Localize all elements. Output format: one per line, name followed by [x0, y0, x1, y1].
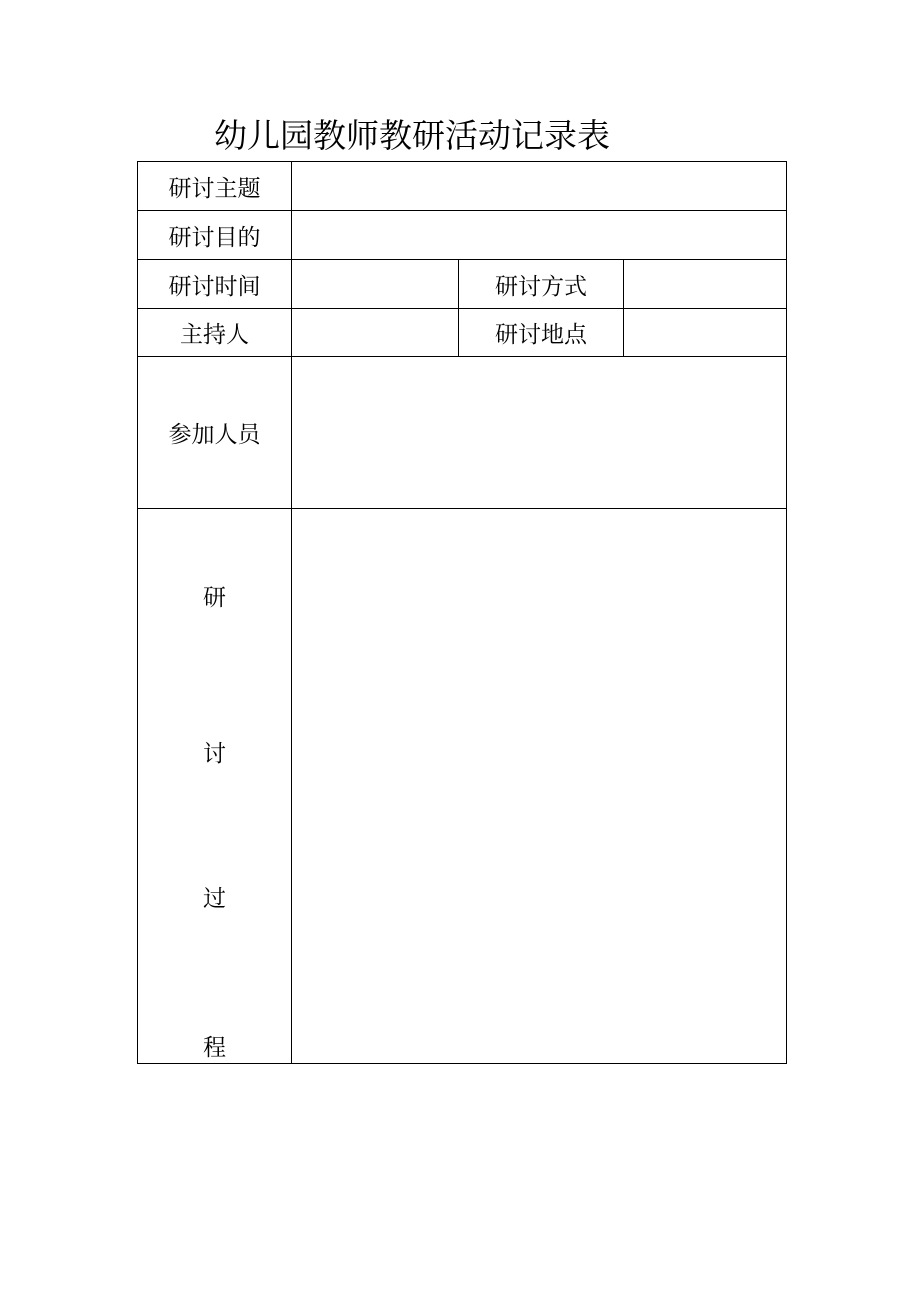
page-title: 幼儿园教师教研活动记录表	[214, 116, 610, 155]
process-label-char: 过	[203, 886, 226, 912]
process-label-char: 讨	[203, 741, 226, 767]
location-label: 研讨地点	[459, 309, 624, 357]
purpose-field[interactable]	[292, 211, 787, 260]
time-field[interactable]	[292, 260, 459, 309]
table-row	[138, 211, 787, 260]
host-label: 主持人	[138, 309, 292, 357]
table-row	[138, 509, 787, 1064]
participants-field[interactable]	[292, 357, 787, 509]
table-row	[138, 260, 787, 309]
topic-label: 研讨主题	[138, 162, 292, 211]
process-label-char: 程	[203, 1035, 226, 1061]
process-label-cell	[138, 509, 292, 1064]
time-label: 研讨时间	[138, 260, 292, 309]
table-row	[138, 309, 787, 357]
record-table	[137, 161, 787, 1064]
method-field[interactable]	[624, 260, 787, 309]
host-field[interactable]	[292, 309, 459, 357]
method-label: 研讨方式	[459, 260, 624, 309]
location-field[interactable]	[624, 309, 787, 357]
process-label-char: 研	[203, 585, 226, 611]
purpose-label: 研讨目的	[138, 211, 292, 260]
table-row	[138, 162, 787, 211]
table-row	[138, 357, 787, 509]
process-field[interactable]	[292, 509, 787, 1064]
participants-label: 参加人员	[138, 357, 292, 509]
topic-field[interactable]	[292, 162, 787, 211]
